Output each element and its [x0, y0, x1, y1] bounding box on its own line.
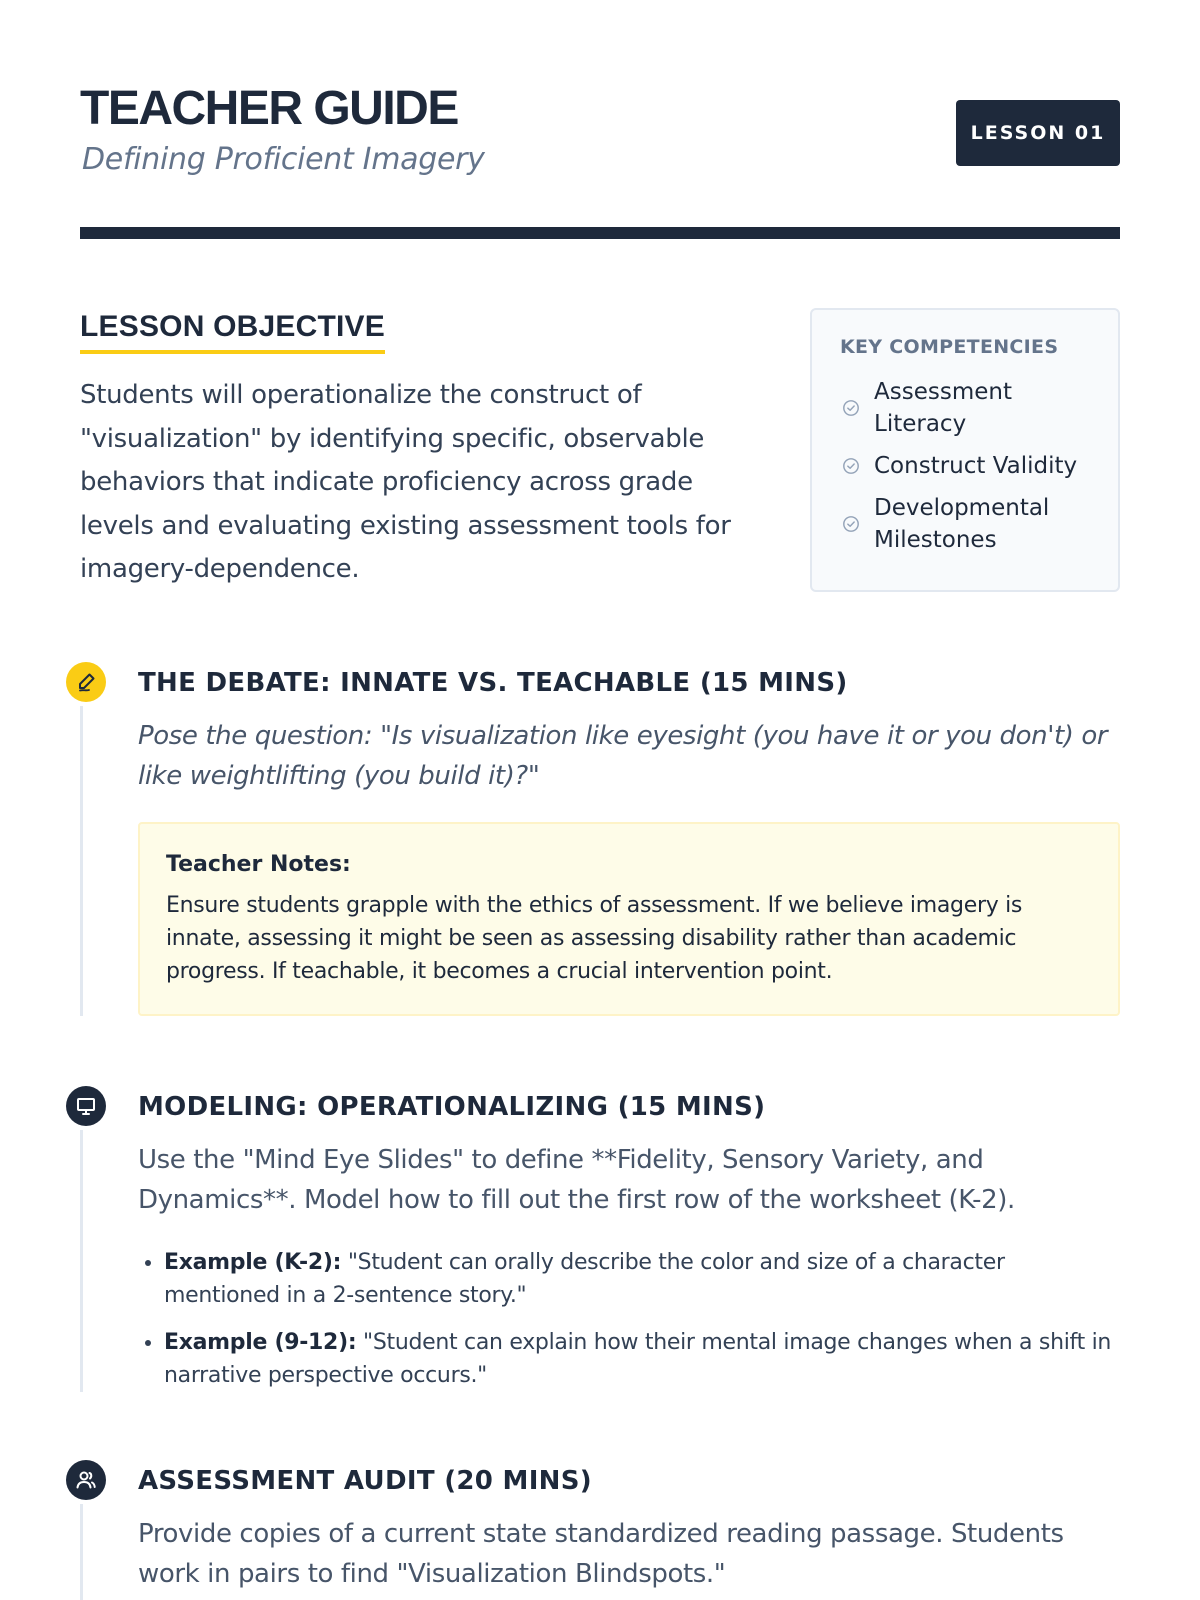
section-heading: ASSESSMENT AUDIT (20 MINS) [138, 1466, 592, 1496]
teacher-notes-title: Teacher Notes: [166, 852, 351, 877]
competency-label: Construct Validity [874, 453, 1078, 479]
header-divider [80, 227, 1120, 239]
users-icon [66, 1460, 106, 1500]
competency-item [840, 450, 1092, 482]
list-item [164, 1246, 1120, 1312]
example-text: "Student can orally describe the color and size of a character mentioned in a 2-sentence story." [164, 1250, 1005, 1308]
teacher-notes-text: Ensure students grapple with the ethics of assessment. If we believe imagery is innate, assessing it might be seen as assessing disability rather than academic progress. If teachable, it becomes a crucial intervention point. [166, 893, 1023, 984]
list-item [164, 1326, 1120, 1392]
competencies-list [840, 376, 1092, 556]
examples-list [138, 1246, 1120, 1392]
competency-label: Assessment Literacy [874, 379, 1012, 437]
section-debate [80, 666, 1120, 1016]
audit-text: Provide copies of a current state standardized reading passage. Students work in pairs to find "Visualization Blindspots." [138, 1519, 1064, 1589]
competency-item [840, 492, 1092, 556]
competencies-title: KEY COMPETENCIES [840, 336, 1059, 358]
timeline-line [80, 1130, 83, 1392]
page-title: TEACHER GUIDE [80, 82, 458, 135]
page-header [80, 80, 1120, 240]
objective-text: Students will operationalize the construct of "visualization" by identifying specific, observable behaviors that indicate proficiency across grade levels and evaluating existing assessment tools for imagery-dependence. [80, 380, 731, 584]
page-subtitle: Defining Proficient Imagery [82, 142, 485, 177]
competency-label: Developmental Milestones [874, 495, 1050, 553]
example-label: Example (9-12): [164, 1330, 357, 1355]
competency-item [840, 376, 1092, 440]
key-competencies-box [810, 308, 1120, 592]
example-text: "Student can explain how their mental image changes when a shift in narrative perspective occurs." [164, 1330, 1112, 1388]
section-modeling [80, 1090, 1120, 1406]
debate-prompt: Pose the question: "Is visualization like eyesight (you have it or you don't) or like weightlifting (you build it)?" [138, 721, 1108, 791]
lesson-badge: LESSON 01 [956, 100, 1120, 166]
objective-heading: LESSON OBJECTIVE [80, 310, 385, 354]
timeline-line [80, 706, 83, 1016]
timeline-line [80, 1504, 83, 1600]
section-heading: THE DEBATE: INNATE VS. TEACHABLE (15 MINS) [138, 668, 848, 698]
presentation-icon [66, 1086, 106, 1126]
pen-icon [66, 662, 106, 702]
section-assessment-audit [80, 1464, 1120, 1594]
section-heading: MODELING: OPERATIONALIZING (15 MINS) [138, 1092, 766, 1122]
modeling-text: Use the "Mind Eye Slides" to define **Fidelity, Sensory Variety, and Dynamics**. Model how to fill out the first row of the worksheet (K-2). [138, 1145, 1015, 1215]
check-circle-icon [840, 457, 862, 475]
check-circle-icon [840, 399, 862, 417]
teacher-notes [138, 822, 1120, 1016]
example-label: Example (K-2): [164, 1250, 342, 1275]
check-circle-icon [840, 515, 862, 533]
lesson-objective [80, 310, 760, 592]
